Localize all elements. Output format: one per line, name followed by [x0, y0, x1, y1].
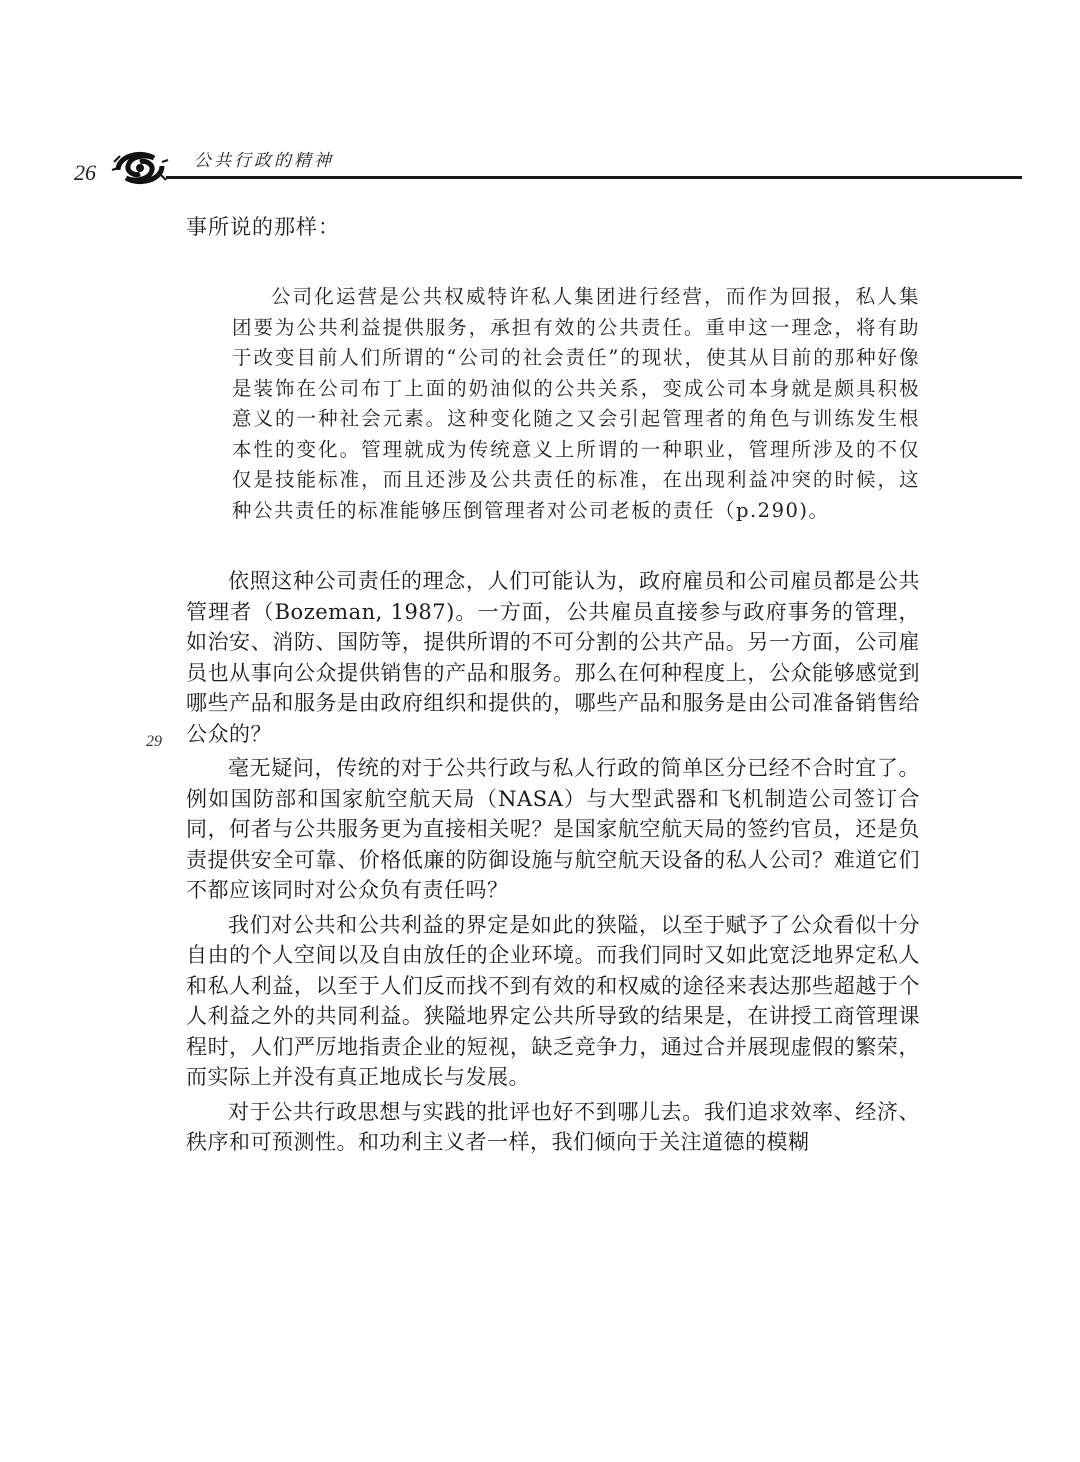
- page-number: 26: [74, 160, 96, 185]
- page-body: [186, 212, 920, 1162]
- body-paragraph: 毫无疑问，传统的对于公共行政与私人行政的简单区分已经不合时宜了。例如国防部和国家航空航天局（NASA）与大型武器和飞机制造公司签订合同，何者与公共服务更为直接相关呢？是国家航空航天局的签约官员，还是负责提供安全可靠、价格低廉的防御设施与航空航天设备的私人公司？难道它们不都应该同时对公众负有责任吗？: [186, 756, 920, 902]
- lead-text: 事所说的那样：: [186, 215, 340, 239]
- block-quote: 公司化运营是公共权威特许私人集团进行经营，而作为回报，私人集团要为公共利益提供服务，承担有效的公共责任。重申这一理念，将有助于改变目前人们所谓的“公司的社会责任”的现状，使其从目前的那种好像是装饰在公司布丁上面的奶油似的公共关系，变成公司本身就是颇具积极意义的一种社会元素。这种变化随之又会引起管理者的角色与训练发生根本性的变化。管理就成为传统意义上所谓的一种职业，管理所涉及的不仅仅是技能标准，而且还涉及公共责任的标准，在出现利益冲突的时候，这种公共责任的标准能够压倒管理者对公司老板的责任（p.290)。: [232, 285, 920, 522]
- body-paragraph: 对于公共行政思想与实践的批评也好不到哪儿去。我们追求效率、经济、秩序和可预测性。和功利主义者一样，我们倾向于关注道德的模糊: [186, 1099, 920, 1154]
- margin-page-reference: 29: [146, 733, 162, 750]
- body-paragraph: 依照这种公司责任的理念，人们可能认为，政府雇员和公司雇员都是公共管理者（Bozeman, 1987)。一方面，公共雇员直接参与政府事务的管理，如治安、消防、国防等，提供所谓的不可分割的公共产品。另一方面，公司雇员也从事向公众提供销售的产品和服务。那么在何种程度上，公众能够感觉到哪些产品和服务是由政府组织和提供的，哪些产品和服务是由公司准备销售给公众的？: [186, 569, 920, 746]
- body-paragraph: 我们对公共和公共利益的界定是如此的狭隘，以至于赋予了公众看似十分自由的个人空间以及自由放任的企业环境。而我们同时又如此宽泛地界定私人和私人利益，以至于人们反而找不到有效的和权威的途径来表达那些超越于个人利益之外的共同利益。狭隘地界定公共所导致的结果是，在讲授工商管理课程时，人们严厉地指责企业的短视，缺乏竞争力，通过合并展现虚假的繁荣，而实际上并没有真正地成长与发展。: [186, 912, 920, 1089]
- header-rule: [166, 176, 1022, 179]
- page-header: [74, 140, 934, 190]
- running-title: 公共行政的精神: [194, 151, 334, 171]
- publisher-logo-icon: [110, 148, 170, 188]
